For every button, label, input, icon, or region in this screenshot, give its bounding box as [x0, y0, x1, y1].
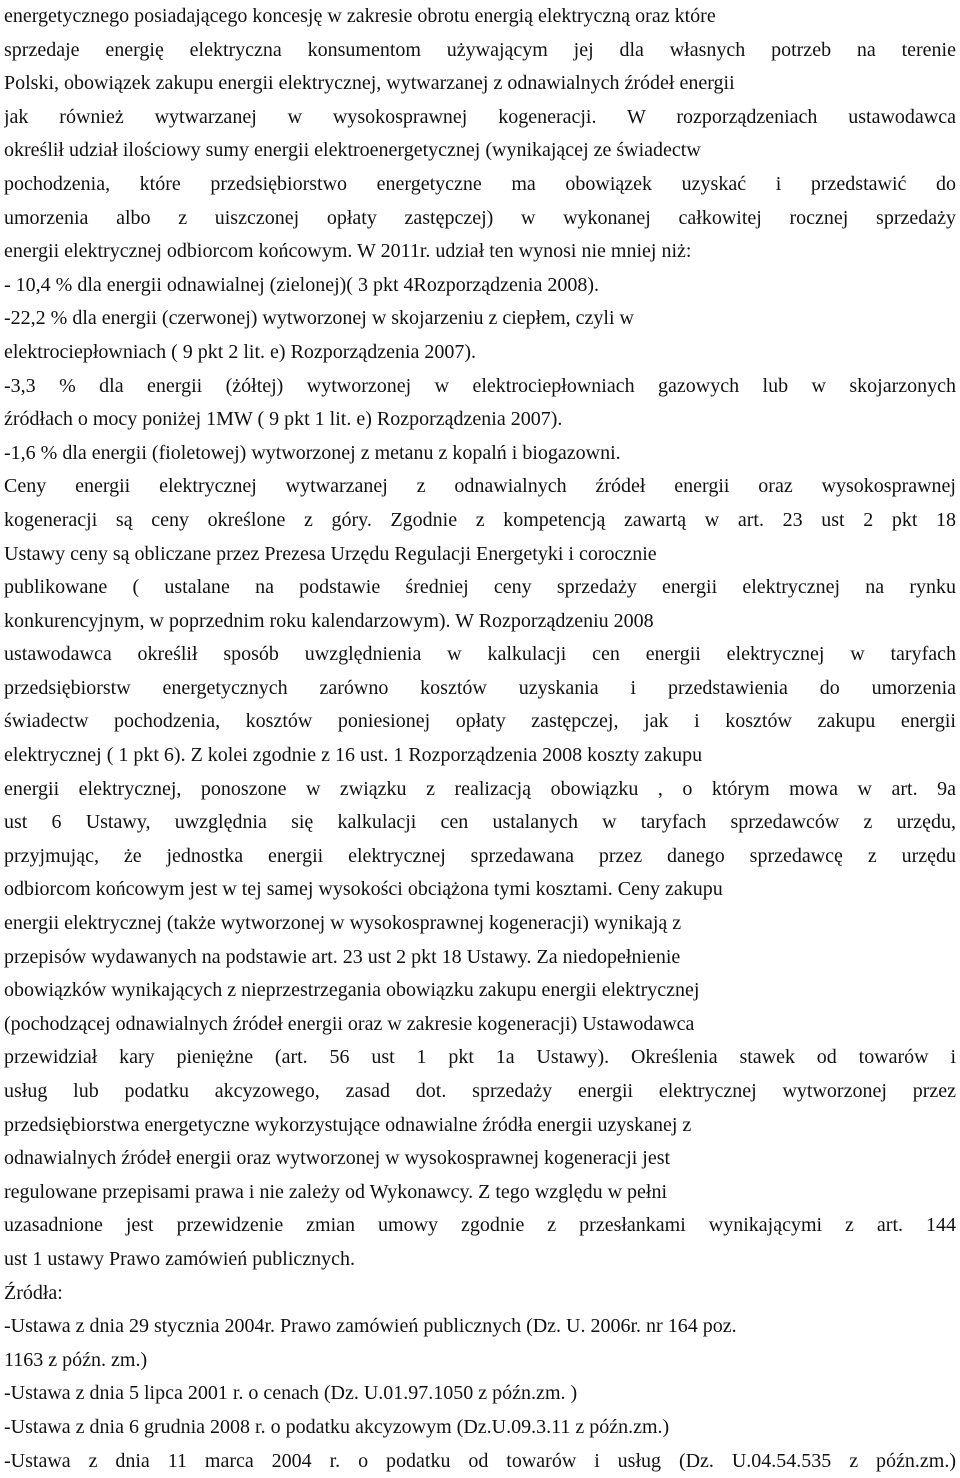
text-line: Polski, obowiązek zakupu energii elektrycznej, wytwarzanej z odnawialnych źródeł energii — [4, 72, 735, 95]
text-line: źródłach o mocy poniżej 1MW ( 9 pkt 1 lit. e) Rozporządzenia 2007). — [4, 408, 563, 431]
text-line: energetycznego posiadającego koncesję w zakresie obrotu energią elektryczną oraz które — [4, 5, 716, 27]
text-line: umorzenia albo z uiszczonej opłaty zastępczej) w wykonanej całkowitej rocznej sprzedaży — [4, 206, 956, 229]
text-line: Źródła: — [4, 1281, 63, 1304]
text-line: - 10,4 % dla energii odnawialnej (zielonej)( 3 pkt 4Rozporządzenia 2008). — [4, 273, 599, 296]
text-line: odnawialnych źródeł energii oraz wytworzonej w wysokosprawnej kogeneracji jest — [4, 1147, 671, 1170]
text-line: publikowane ( ustalane na podstawie średniej ceny sprzedaży energii elektrycznej na rynku — [4, 576, 956, 599]
text-line: usług lub podatku akcyzowego, zasad dot. sprzedaży energii elektrycznej wytworzonej przez — [4, 1080, 956, 1102]
text-line: określił udział ilościowy sumy energii elektroenergetycznej (wynikającej ze świadectw — [4, 139, 701, 162]
text-line: elektrociepłowniach ( 9 pkt 2 lit. e) Rozporządzenia 2007). — [4, 340, 477, 363]
text-line: ust 6 Ustawy, uwzględnia się kalkulacji cen ustalanych w taryfach sprzedawców z urzędu, — [4, 811, 956, 834]
text-line: Ustawy ceny są obliczane przez Prezesa Urzędu Regulacji Energetyki i corocznie — [4, 542, 657, 565]
text-line: przepisów wydawanych na podstawie art. 23 ust 2 pkt 18 Ustawy. Za niedopełnienie — [4, 945, 681, 968]
text-line: ustawodawca określił sposób uwzględnienia w kalkulacji cen energii elektrycznej w taryfach — [4, 643, 956, 666]
text-line: świadectw pochodzenia, kosztów poniesionej opłaty zastępczej, jak i kosztów zakupu energii — [4, 710, 956, 733]
text-line: energii elektrycznej, ponoszone w związku z realizacją obowiązku , o którym mowa w art. 9a — [4, 777, 956, 800]
document-page — [4, 0, 956, 1478]
text-line: energii elektrycznej (także wytworzonej w wysokosprawnej kogeneracji) wynikają z — [4, 912, 682, 935]
text-line: kogeneracji są ceny określone z góry. Zgodnie z kompetencją zawartą w art. 23 ust 2 pkt 18 — [4, 508, 956, 531]
text-line: -Ustawa z dnia 6 grudnia 2008 r. o podatku akcyzowym (Dz.U.09.3.11 z późn.zm.) — [4, 1415, 670, 1438]
text-line: sprzedaje energię elektryczna konsumentom używającym jej dla własnych potrzeb na terenie — [4, 38, 956, 61]
text-line: regulowane przepisami prawa i nie zależy od Wykonawcy. Z tego względu w pełni — [4, 1180, 667, 1203]
text-line: -Ustawa z dnia 11 marca 2004 r. o podatku od towarów i usług (Dz. U.04.54.535 z późn.zm.) — [4, 1449, 956, 1472]
text-line: uzasadnione jest przewidzenie zmian umowy zgodnie z przesłankami wynikającymi z art. 144 — [4, 1214, 956, 1237]
text-line: -3,3 % dla energii (żółtej) wytworzonej w elektrociepłowniach gazowych lub w skojarzonych — [4, 374, 956, 397]
text-line: -Ustawa z dnia 29 stycznia 2004r. Prawo zamówień publicznych (Dz. U. 2006r. nr 164 poz. — [4, 1315, 737, 1338]
text-line: przyjmując, że jednostka energii elektrycznej sprzedawana przez danego sprzedawcę z urzędu — [4, 844, 956, 867]
text-line: -1,6 % dla energii (fioletowej) wytworzonej z metanu z kopalń i biogazowni. — [4, 441, 621, 464]
text-line: (pochodzącej odnawialnych źródeł energii oraz w zakresie kogeneracji) Ustawodawca — [4, 1012, 695, 1035]
text-line: ust 1 ustawy Prawo zamówień publicznych. — [4, 1247, 356, 1270]
text-line: konkurencyjnym, w poprzednim roku kalendarzowym). W Rozporządzeniu 2008 — [4, 609, 654, 632]
text-line: przedsiębiorstwa energetyczne wykorzystujące odnawialne źródła energii uzyskanej z — [4, 1113, 692, 1136]
text-line: -Ustawa z dnia 5 lipca 2001 r. o cenach (Dz. U.01.97.1050 z późn.zm. ) — [4, 1382, 578, 1405]
text-line: -22,2 % dla energii (czerwonej) wytworzonej w skojarzeniu z ciepłem, czyli w — [4, 307, 634, 330]
text-line: elektrycznej ( 1 pkt 6). Z kolei zgodnie z 16 ust. 1 Rozporządzenia 2008 koszty zakupu — [4, 744, 703, 767]
text-line: jak również wytwarzanej w wysokosprawnej kogeneracji. W rozporządzeniach ustawodawca — [4, 105, 956, 128]
text-line: pochodzenia, które przedsiębiorstwo energetyczne ma obowiązek uzyskać i przedstawić do — [4, 172, 956, 195]
text-line: 1163 z późn. zm.) — [4, 1348, 148, 1371]
text-line: odbiorcom końcowym jest w tej samej wysokości obciążona tymi kosztami. Ceny zakupu — [4, 878, 723, 901]
text-line: Ceny energii elektrycznej wytwarzanej z odnawialnych źródeł energii oraz wysokosprawnej — [4, 475, 956, 498]
text-line: przewidział kary pieniężne (art. 56 ust 1 pkt 1a Ustawy). Określenia stawek od towarów i — [4, 1046, 956, 1069]
text-line: energii elektrycznej odbiorcom końcowym. W 2011r. udział ten wynosi nie mniej niż: — [4, 240, 692, 263]
text-line: obowiązków wynikających z nieprzestrzegania obowiązku zakupu energii elektrycznej — [4, 979, 700, 1002]
text-line: przedsiębiorstw energetycznych zarówno kosztów uzyskania i przedstawienia do umorzenia — [4, 676, 956, 699]
